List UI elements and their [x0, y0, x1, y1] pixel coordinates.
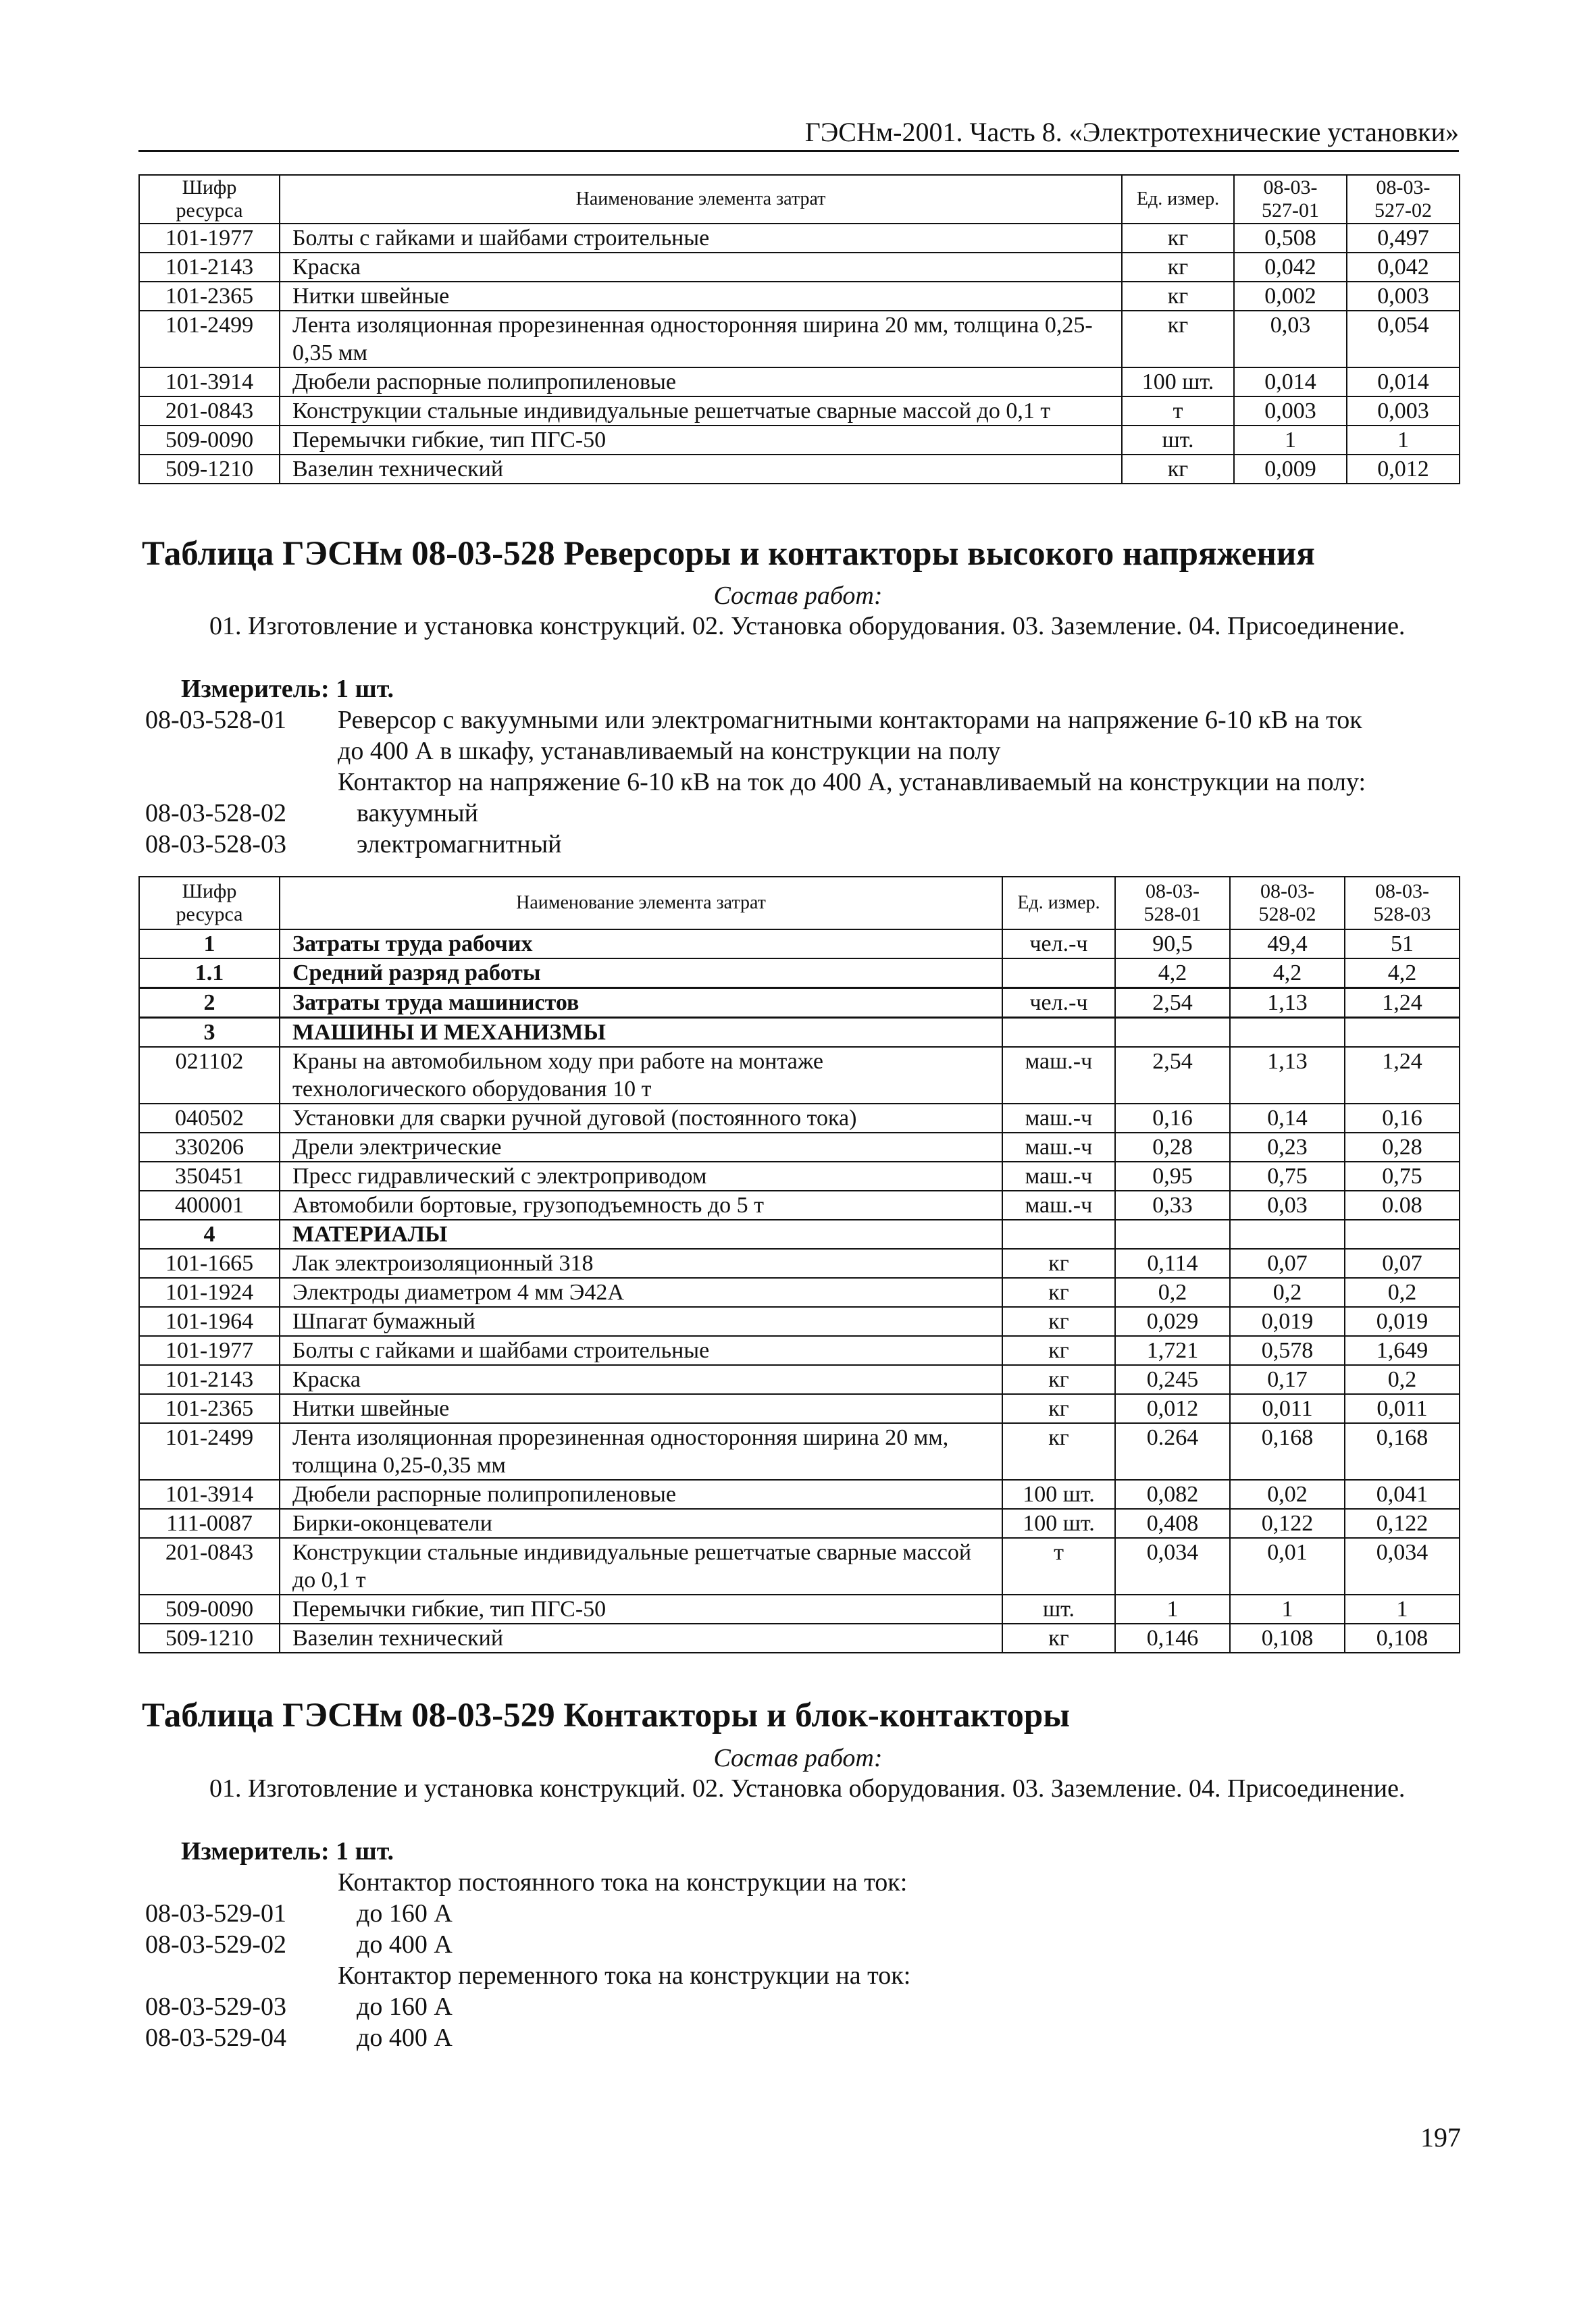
value: 0,28	[1345, 1133, 1460, 1162]
header-col-line2: 528-01	[1143, 903, 1202, 925]
resource-code: 1	[139, 929, 280, 958]
table-row	[139, 988, 1460, 1018]
table-row	[139, 311, 1460, 367]
resource-name: Краны на автомобильном ходу при работе на монтаже технологического оборудования 10 т	[280, 1047, 1002, 1104]
value: 0,082	[1115, 1480, 1230, 1509]
table-row	[139, 1162, 1460, 1191]
value: 4,2	[1115, 958, 1230, 988]
resource-code: 400001	[139, 1191, 280, 1220]
header-col-528-02	[1230, 877, 1345, 929]
table-row	[139, 253, 1460, 282]
resource-code: 509-0090	[139, 426, 280, 455]
value: 1,13	[1230, 988, 1345, 1018]
value: 0,054	[1347, 311, 1460, 367]
value: 1,649	[1345, 1336, 1460, 1365]
header-unit: Ед. измер.	[1122, 175, 1234, 224]
resource-code: 101-1665	[139, 1249, 280, 1278]
value: 51	[1345, 929, 1460, 958]
item-description: до 400 А	[357, 1930, 453, 1959]
resource-code: 509-1210	[139, 1624, 280, 1653]
unit: чел.-ч	[1002, 988, 1115, 1018]
table-528-title: Таблица ГЭСНм 08-03-528 Реверсоры и контакторы высокого напряжения	[142, 535, 1315, 573]
unit: шт.	[1002, 1595, 1115, 1624]
value: 0,75	[1345, 1162, 1460, 1191]
header-code-line1: Шифр	[182, 176, 237, 199]
table-row	[139, 1249, 1460, 1278]
value: 0,23	[1230, 1133, 1345, 1162]
value: 0,508	[1234, 224, 1347, 253]
value: 2,54	[1115, 1047, 1230, 1104]
resource-code: 101-2499	[139, 311, 280, 367]
resource-code: 101-1964	[139, 1307, 280, 1336]
value: 0,03	[1230, 1191, 1345, 1220]
resource-name: Бирки-оконцеватели	[280, 1509, 1002, 1538]
resource-name: Установки для сварки ручной дуговой (постоянного тока)	[280, 1104, 1002, 1133]
item-description: до 160 А	[357, 1899, 453, 1928]
item-description: до 400 А	[357, 2024, 453, 2052]
resource-name: Шпагат бумажный	[280, 1307, 1002, 1336]
table-row	[139, 1307, 1460, 1336]
value: 0,146	[1115, 1624, 1230, 1653]
value: 0,75	[1230, 1162, 1345, 1191]
resource-code: 101-2143	[139, 253, 280, 282]
work-composition-text: 01. Изготовление и установка конструкций. 02. Установка оборудования. 03. Заземление. 04. Присоединение.	[209, 1774, 1406, 1803]
resource-name: Лента изоляционная прорезиненная односторонняя ширина 20 мм, толщина 0,25-0,35 мм	[280, 1423, 1002, 1480]
value: 0,012	[1347, 455, 1460, 484]
unit: маш.-ч	[1002, 1133, 1115, 1162]
table-row	[139, 1624, 1460, 1653]
resource-name: Затраты труда машинистов	[280, 988, 1002, 1018]
value: 49,4	[1230, 929, 1345, 958]
value: 0,95	[1115, 1162, 1230, 1191]
value: 0,019	[1230, 1307, 1345, 1336]
header-col-line1: 08-03-	[1145, 880, 1200, 902]
value: 0,28	[1115, 1133, 1230, 1162]
unit: кг	[1002, 1423, 1115, 1480]
value: 0,14	[1230, 1104, 1345, 1133]
value: 1	[1115, 1595, 1230, 1624]
table-527-body	[139, 224, 1460, 484]
resource-code: 350451	[139, 1162, 280, 1191]
resource-code: 330206	[139, 1133, 280, 1162]
page-number: 197	[1420, 2122, 1461, 2153]
value: 0,011	[1345, 1394, 1460, 1423]
header-col-line1: 08-03-	[1263, 176, 1318, 199]
resource-name: Вазелин технический	[280, 1624, 1002, 1653]
unit: кг	[1002, 1336, 1115, 1365]
unit	[1002, 1220, 1115, 1249]
unit: кг	[1122, 253, 1234, 282]
item-code: 08-03-528-02	[145, 799, 286, 827]
value: 0,034	[1345, 1538, 1460, 1595]
resource-code: 101-3914	[139, 367, 280, 396]
table-row	[139, 1220, 1460, 1249]
resource-name: Краска	[280, 253, 1122, 282]
work-composition-heading: Состав работ:	[713, 582, 883, 610]
resource-code: 201-0843	[139, 396, 280, 426]
value: 0,03	[1234, 311, 1347, 367]
resource-name: Перемычки гибкие, тип ПГС-50	[280, 426, 1122, 455]
resource-name: Электроды диаметром 4 мм Э42А	[280, 1278, 1002, 1307]
value: 1,24	[1345, 1047, 1460, 1104]
value: 0,245	[1115, 1365, 1230, 1394]
group-description: Контактор на напряжение 6-10 кВ на ток до 400 А, устанавливаемый на конструкции на полу:	[338, 768, 1366, 796]
header-code-line2: ресурса	[176, 199, 243, 222]
item-description: до 160 А	[357, 1992, 453, 2021]
value: 4,2	[1345, 958, 1460, 988]
resource-code: 101-2499	[139, 1423, 280, 1480]
value: 0,029	[1115, 1307, 1230, 1336]
header-col-line2: 528-03	[1373, 903, 1431, 925]
resource-code: 1.1	[139, 958, 280, 988]
resource-name: Дюбели распорные полипропиленовые	[280, 1480, 1002, 1509]
value: 0,014	[1234, 367, 1347, 396]
value: 0,108	[1230, 1624, 1345, 1653]
item-code: 08-03-528-03	[145, 830, 286, 858]
value: 0,07	[1230, 1249, 1345, 1278]
table-row	[139, 1278, 1460, 1307]
value: 0,108	[1345, 1624, 1460, 1653]
resource-code: 021102	[139, 1047, 280, 1104]
resource-code: 101-1977	[139, 224, 280, 253]
value: 0,578	[1230, 1336, 1345, 1365]
table-row	[139, 1480, 1460, 1509]
value: 0,17	[1230, 1365, 1345, 1394]
value	[1115, 1018, 1230, 1048]
header-col-line2: 527-02	[1374, 199, 1432, 222]
header-col-line2: 528-02	[1258, 903, 1316, 925]
value: 1,24	[1345, 988, 1460, 1018]
value: 0,034	[1115, 1538, 1230, 1595]
unit: шт.	[1122, 426, 1234, 455]
table-row	[139, 1104, 1460, 1133]
unit: кг	[1002, 1307, 1115, 1336]
resource-code: 2	[139, 988, 280, 1018]
value: 0,2	[1345, 1278, 1460, 1307]
unit: кг	[1002, 1394, 1115, 1423]
header-col-line2: 527-01	[1262, 199, 1319, 222]
table-row	[139, 1509, 1460, 1538]
item-code: 08-03-529-01	[145, 1899, 286, 1928]
value: 0,002	[1234, 282, 1347, 311]
work-composition-heading: Состав работ:	[713, 1744, 883, 1772]
header-col-527-01	[1234, 175, 1347, 224]
value: 0,168	[1345, 1423, 1460, 1480]
resource-name: Конструкции стальные индивидуальные решетчатые сварные массой до 0,1 т	[280, 1538, 1002, 1595]
header-rule	[138, 150, 1459, 152]
resource-name: Нитки швейные	[280, 282, 1122, 311]
header-unit: Ед. измер.	[1002, 877, 1115, 929]
resource-name: Дюбели распорные полипропиленовые	[280, 367, 1122, 396]
header-col-528-03	[1345, 877, 1460, 929]
resource-code: 111-0087	[139, 1509, 280, 1538]
resource-name: Автомобили бортовые, грузоподъемность до 5 т	[280, 1191, 1002, 1220]
unit: кг	[1002, 1365, 1115, 1394]
resource-code: 101-3914	[139, 1480, 280, 1509]
header-col-line1: 08-03-	[1376, 176, 1431, 199]
item-code: 08-03-529-02	[145, 1930, 286, 1959]
unit: кг	[1002, 1249, 1115, 1278]
value: 0,009	[1234, 455, 1347, 484]
resource-name: МАШИНЫ И МЕХАНИЗМЫ	[280, 1018, 1002, 1048]
resource-name: Болты с гайками и шайбами строительные	[280, 224, 1122, 253]
header-name: Наименование элемента затрат	[280, 175, 1122, 224]
value: 2,54	[1115, 988, 1230, 1018]
header-code-line1: Шифр	[182, 880, 237, 902]
resource-code: 040502	[139, 1104, 280, 1133]
group-description: Контактор постоянного тока на конструкции на ток:	[338, 1868, 908, 1897]
item-description: электромагнитный	[357, 830, 562, 858]
resource-name: Средний разряд работы	[280, 958, 1002, 988]
table-row	[139, 1365, 1460, 1394]
unit: 100 шт.	[1002, 1480, 1115, 1509]
header-col-527-02	[1347, 175, 1460, 224]
header-name: Наименование элемента затрат	[280, 877, 1002, 929]
unit: маш.-ч	[1002, 1162, 1115, 1191]
unit: маш.-ч	[1002, 1047, 1115, 1104]
value: 0,012	[1115, 1394, 1230, 1423]
unit: кг	[1122, 455, 1234, 484]
unit: 100 шт.	[1002, 1509, 1115, 1538]
value	[1115, 1220, 1230, 1249]
value: 0,2	[1230, 1278, 1345, 1307]
table-row	[139, 367, 1460, 396]
resource-code: 4	[139, 1220, 280, 1249]
item-code: 08-03-529-04	[145, 2024, 286, 2052]
unit: кг	[1122, 224, 1234, 253]
table-row	[139, 1133, 1460, 1162]
value: 4,2	[1230, 958, 1345, 988]
table-row	[139, 1018, 1460, 1048]
value: 0,041	[1345, 1480, 1460, 1509]
resource-name: Лак электроизоляционный 318	[280, 1249, 1002, 1278]
value: 1	[1230, 1595, 1345, 1624]
unit: 100 шт.	[1122, 367, 1234, 396]
unit: маш.-ч	[1002, 1104, 1115, 1133]
value: 0,042	[1234, 253, 1347, 282]
resource-table-528	[138, 876, 1460, 1653]
resource-name: Болты с гайками и шайбами строительные	[280, 1336, 1002, 1365]
measure-unit: Измеритель: 1 шт.	[181, 1837, 394, 1866]
table-row	[139, 958, 1460, 988]
value: 0,122	[1345, 1509, 1460, 1538]
header-code	[139, 877, 280, 929]
table-row	[139, 1047, 1460, 1104]
value: 1,13	[1230, 1047, 1345, 1104]
item-code: 08-03-529-03	[145, 1992, 286, 2021]
resource-name: Нитки швейные	[280, 1394, 1002, 1423]
value: 0,122	[1230, 1509, 1345, 1538]
table-row	[139, 1423, 1460, 1480]
running-header: ГЭСНм-2001. Часть 8. «Электротехнические установки»	[804, 117, 1459, 147]
resource-code: 101-1924	[139, 1278, 280, 1307]
resource-name: Пресс гидравлический с электроприводом	[280, 1162, 1002, 1191]
resource-name: Перемычки гибкие, тип ПГС-50	[280, 1595, 1002, 1624]
value: 0,114	[1115, 1249, 1230, 1278]
item-code: 08-03-528-01	[145, 706, 286, 734]
resource-name: Вазелин технический	[280, 455, 1122, 484]
work-composition-text: 01. Изготовление и установка конструкций. 02. Установка оборудования. 03. Заземление. 04. Присоединение.	[209, 612, 1406, 640]
value: 0,2	[1345, 1365, 1460, 1394]
value: 0,33	[1115, 1191, 1230, 1220]
header-code-line2: ресурса	[176, 903, 243, 925]
resource-name: Лента изоляционная прорезиненная односторонняя ширина 20 мм, толщина 0,25-0,35 мм	[280, 311, 1122, 367]
value: 0,003	[1347, 396, 1460, 426]
value: 0,02	[1230, 1480, 1345, 1509]
value: 0.08	[1345, 1191, 1460, 1220]
table-528-body	[139, 929, 1460, 1653]
value: 0,2	[1115, 1278, 1230, 1307]
resource-code: 201-0843	[139, 1538, 280, 1595]
value: 0,019	[1345, 1307, 1460, 1336]
measure-unit: Измеритель: 1 шт.	[181, 675, 394, 703]
value: 0,16	[1345, 1104, 1460, 1133]
table-row	[139, 455, 1460, 484]
table-row	[139, 224, 1460, 253]
header-col-line1: 08-03-	[1375, 880, 1429, 902]
value: 1	[1234, 426, 1347, 455]
unit	[1002, 958, 1115, 988]
value: 0,011	[1230, 1394, 1345, 1423]
group-description: Контактор переменного тока на конструкции на ток:	[338, 1961, 911, 1990]
table-row	[139, 929, 1460, 958]
value: 0,042	[1347, 253, 1460, 282]
table-row	[139, 282, 1460, 311]
header-col-line1: 08-03-	[1260, 880, 1314, 902]
resource-name: МАТЕРИАЛЫ	[280, 1220, 1002, 1249]
resource-code: 3	[139, 1018, 280, 1048]
resource-code: 101-2365	[139, 1394, 280, 1423]
value: 0,014	[1347, 367, 1460, 396]
value: 90,5	[1115, 929, 1230, 958]
unit: кг	[1122, 282, 1234, 311]
resource-name: Дрели электрические	[280, 1133, 1002, 1162]
value	[1345, 1220, 1460, 1249]
value: 1	[1345, 1595, 1460, 1624]
item-description-cont: до 400 А в шкафу, устанавливаемый на конструкции на полу	[338, 737, 1001, 765]
unit	[1002, 1018, 1115, 1048]
resource-code: 101-2365	[139, 282, 280, 311]
value	[1230, 1220, 1345, 1249]
value	[1345, 1018, 1460, 1048]
table-row	[139, 396, 1460, 426]
value: 0.264	[1115, 1423, 1230, 1480]
resource-name: Краска	[280, 1365, 1002, 1394]
table-529-title: Таблица ГЭСНм 08-03-529 Контакторы и блок-контакторы	[142, 1697, 1071, 1734]
table-row	[139, 426, 1460, 455]
table-row	[139, 1191, 1460, 1220]
resource-name: Конструкции стальные индивидуальные решетчатые сварные массой до 0,1 т	[280, 396, 1122, 426]
unit: кг	[1002, 1278, 1115, 1307]
resource-code: 509-0090	[139, 1595, 280, 1624]
value: 0,168	[1230, 1423, 1345, 1480]
unit: маш.-ч	[1002, 1191, 1115, 1220]
value: 0,003	[1347, 282, 1460, 311]
value: 0,16	[1115, 1104, 1230, 1133]
item-description: вакуумный	[357, 799, 478, 827]
table-row	[139, 1336, 1460, 1365]
value	[1230, 1018, 1345, 1048]
unit: т	[1122, 396, 1234, 426]
header-col-528-01	[1115, 877, 1230, 929]
unit: кг	[1002, 1624, 1115, 1653]
resource-code: 101-1977	[139, 1336, 280, 1365]
resource-name: Затраты труда рабочих	[280, 929, 1002, 958]
value: 1,721	[1115, 1336, 1230, 1365]
value: 0,408	[1115, 1509, 1230, 1538]
resource-code: 509-1210	[139, 455, 280, 484]
table-row	[139, 1538, 1460, 1595]
unit: т	[1002, 1538, 1115, 1595]
unit: кг	[1122, 311, 1234, 367]
table-row	[139, 1394, 1460, 1423]
value: 0,07	[1345, 1249, 1460, 1278]
value: 1	[1347, 426, 1460, 455]
value: 0,003	[1234, 396, 1347, 426]
unit: чел.-ч	[1002, 929, 1115, 958]
value: 0,01	[1230, 1538, 1345, 1595]
table-row	[139, 1595, 1460, 1624]
resource-code: 101-2143	[139, 1365, 280, 1394]
item-description: Реверсор с вакуумными или электромагнитными контакторами на напряжение 6-10 кВ на ток	[338, 706, 1362, 734]
resource-table-527	[138, 174, 1460, 484]
value: 0,497	[1347, 224, 1460, 253]
header-code	[139, 175, 280, 224]
